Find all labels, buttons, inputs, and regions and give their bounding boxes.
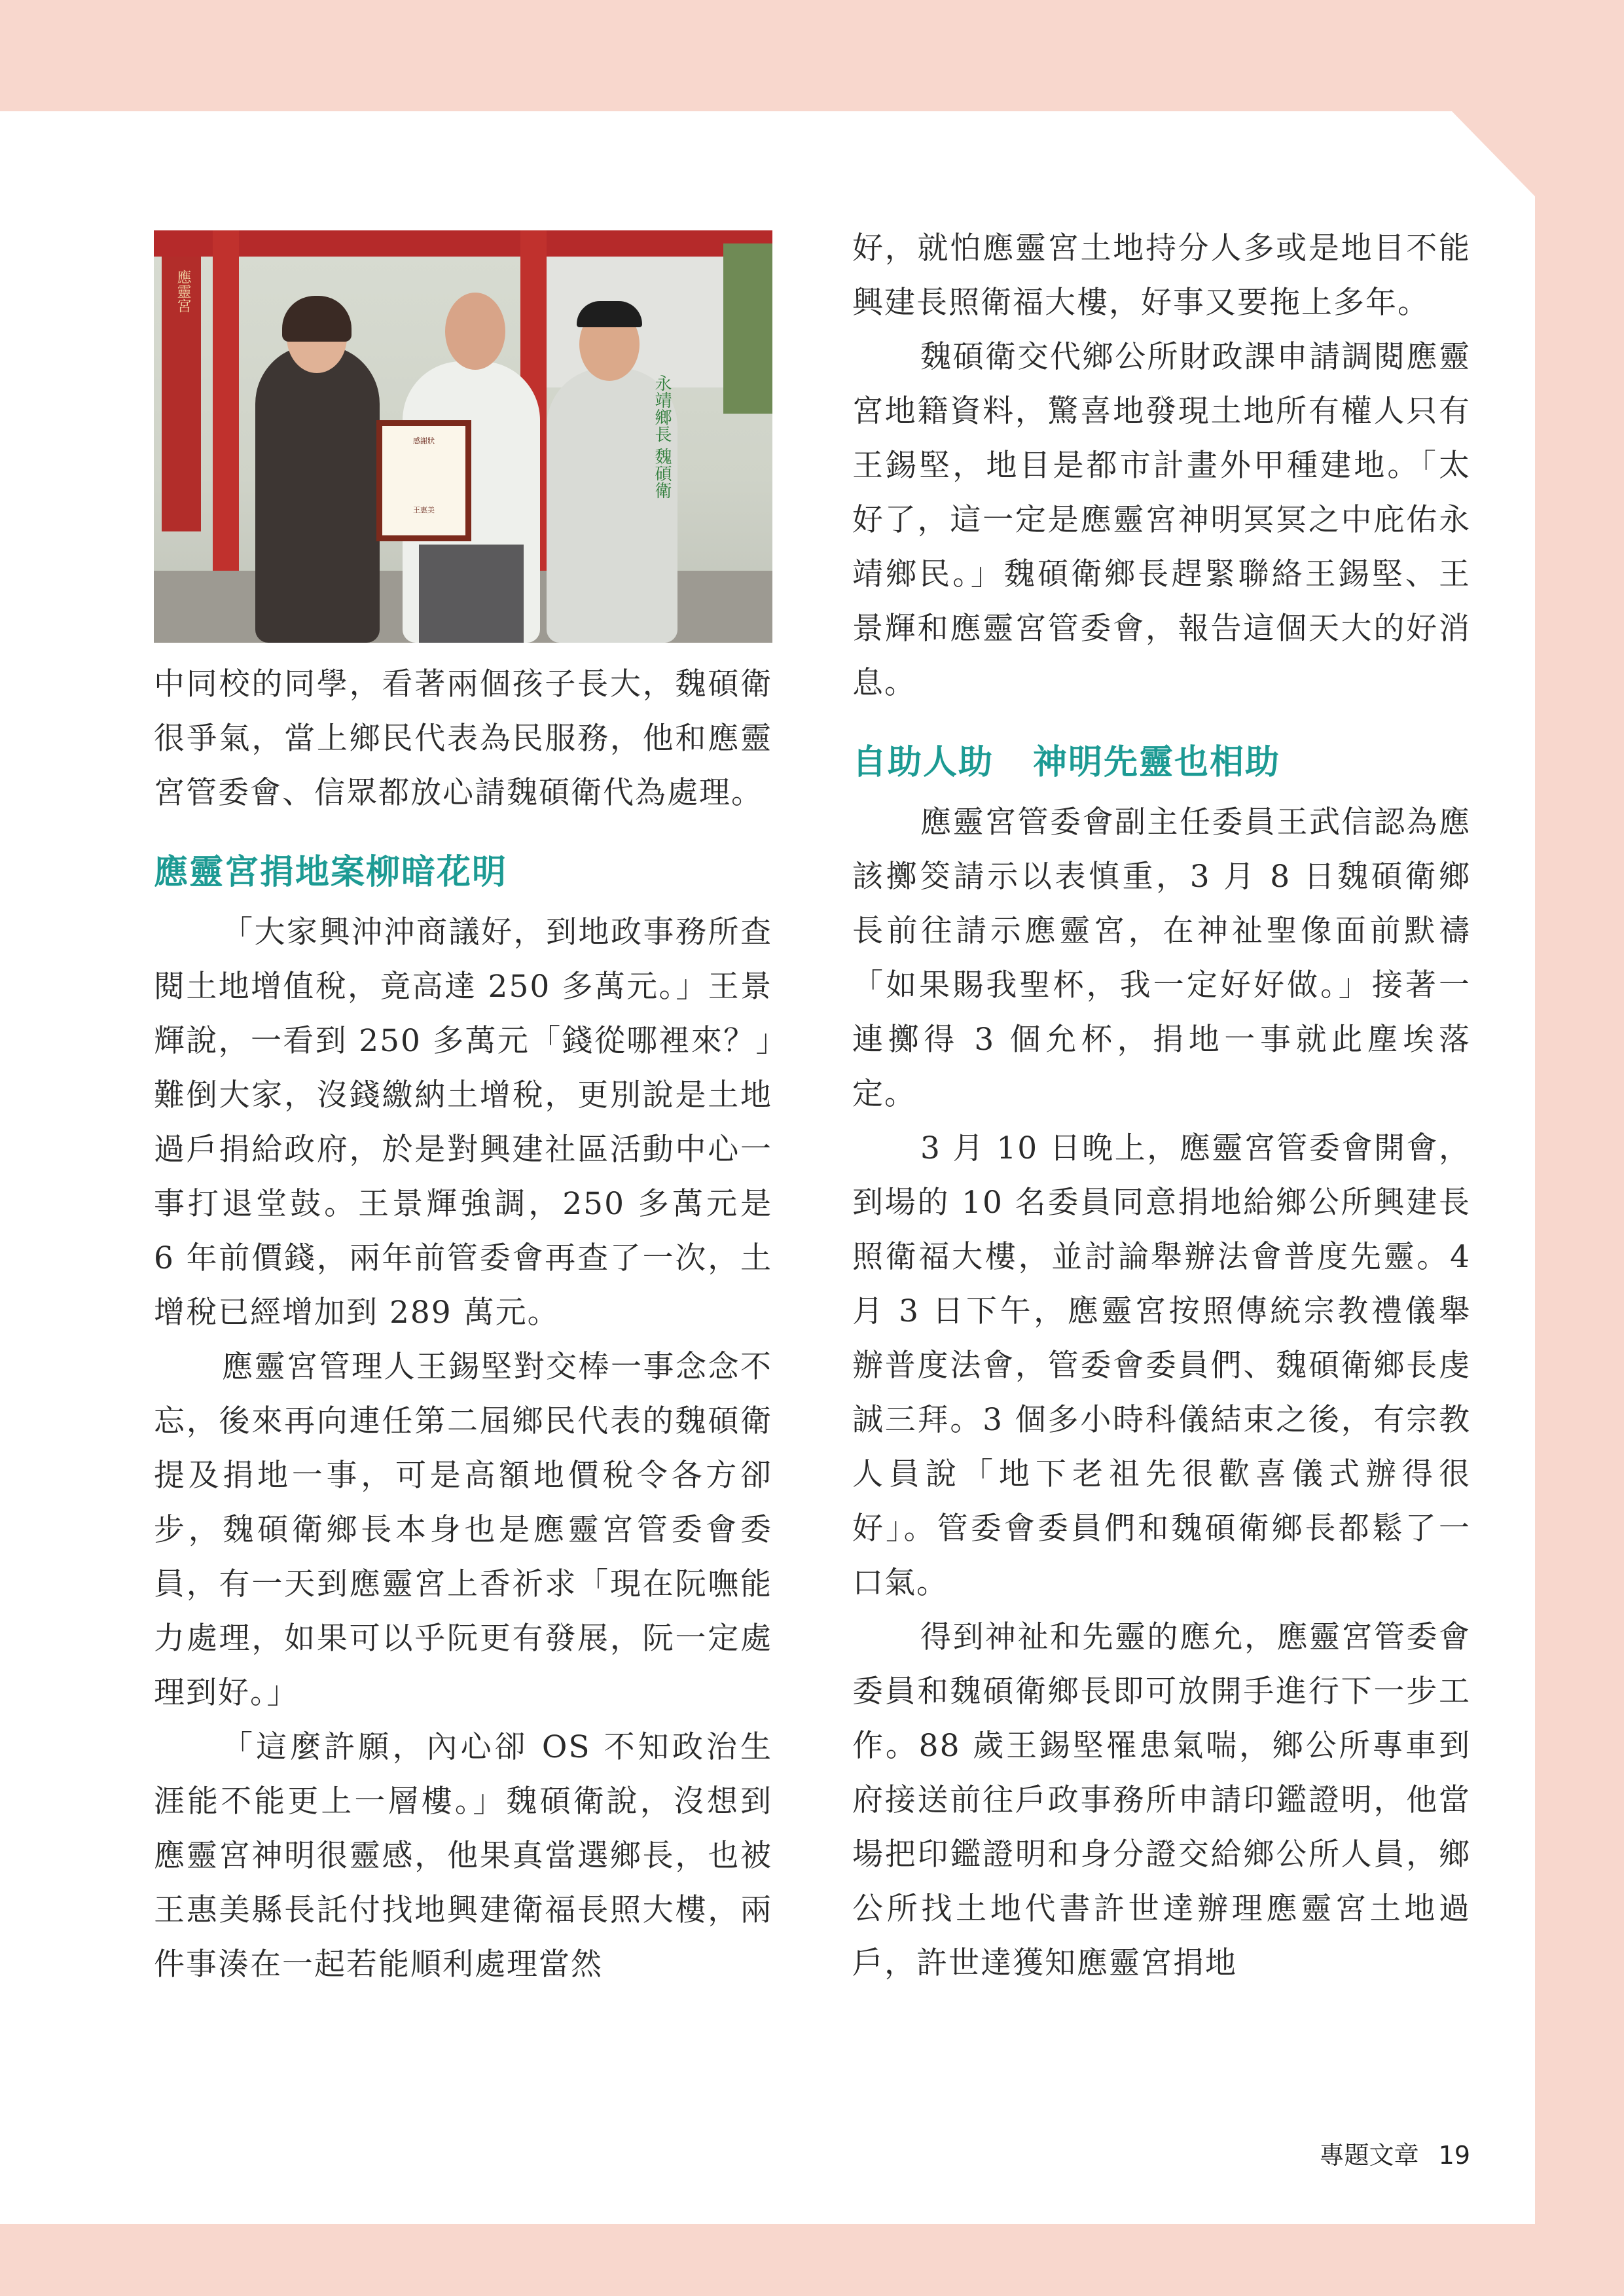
page-number: 19 [1438, 2141, 1470, 2170]
section-heading-right [852, 736, 1471, 789]
certificate-sign: 王惠美 [413, 506, 435, 514]
left-paragraph-1: 中同校的同學，看著兩個孩子長大，魏碩衛很爭氣，當上鄉民代表為民服務，他和應靈宮管委會、信眾都放心請魏碩衛代為處理。 [154, 666, 772, 811]
right-paragraph-4: 3 月 10 日晚上，應靈宮管委會開會，到場的 10 名委員同意捐地給鄉公所興建長照衛福大樓，並討論舉辦法會普度先靈。4 月 3 日下午，應靈宮按照傳統宗教禮儀舉辦普度法會，管委會委員們、魏碩衛鄉長虔誠三拜。3 個多小時科儀結束之後，有宗教人員說「地下老祖先很歡喜儀式辦得很好」。管委會委員們和魏碩衛鄉長都鬆了一口氣。 [852, 1130, 1471, 1601]
person-left [255, 345, 380, 643]
right-column [852, 221, 1471, 1990]
left-paragraph-3: 應靈宮管理人王錫堅對交棒一事念念不忘，後來再向連任第二屆鄉民代表的魏碩衛提及捐地一事，可是高額地價稅令各方卻步，魏碩衛鄉長本身也是應靈宮管委會委員，有一天到應靈宮上香祈求「現在阮嘸能力處理，如果可以乎阮更有發展，阮一定處理到好。」 [154, 1349, 772, 1711]
right-paragraph-5: 得到神祉和先靈的應允，應靈宮管委會委員和魏碩衛鄉長即可放開手進行下一步工作。88 歲王錫堅罹患氣喘，鄉公所專車到府接送前往戶政事務所申請印鑑證明，他當場把印鑑證明和身分證交給鄉公所人員，鄉公所找土地代書許世達辦理應靈宮土地過戶，許世達獲知應靈宮捐地 [852, 1619, 1471, 1981]
page-footer [1320, 2135, 1470, 2171]
right-paragraph-3: 應靈宮管委會副主任委員王武信認為應該擲筊請示以表慎重，3 月 8 日魏碩衛鄉長前往請示應靈宮，在神祉聖像面前默禱「如果賜我聖杯，我一定好好做。」接著一連擲得 3 個允杯，捐地一事就此塵埃落定。 [852, 804, 1471, 1112]
left-paragraph-2: 「大家興沖沖商議好，到地政事務所查閱土地增值稅，竟高達 250 多萬元。」王景輝說，一看到 250 多萬元「錢從哪裡來？」難倒大家，沒錢繳納土增稅，更別說是土地過戶捐給政府，於是對興建社區活動中心一事打退堂鼓。王景輝強調，250 多萬元是 6 年前價錢，兩年前管委會再查了一次，土增稅已經增加到 289 萬元。 [154, 914, 772, 1331]
left-column [154, 230, 772, 1992]
right-paragraph-2: 魏碩衛交代鄉公所財政課申請調閱應靈宮地籍資料，驚喜地發現土地所有權人只有王錫堅，地目是都市計畫外甲種建地。「太好了，這一定是應靈宮神明冥冥之中庇佑永靖鄉民。」魏碩衛鄉長趕緊聯絡王錫堅、王景輝和應靈宮管委會，報告這個天大的好消息。 [852, 339, 1471, 701]
temple-banner-text: 應靈宮 [175, 270, 191, 313]
sash-text: 永靖鄉長 魏碩衛 [652, 374, 672, 499]
left-paragraph-4: 「這麼許願，內心卻 OS 不知政治生涯能不能更上一層樓。」魏碩衛說，沒想到應靈宮神明很靈感，他果真當選鄉長，也被王惠美縣長託付找地興建衛福長照大樓，兩件事湊在一起若能順利處理當然 [154, 1729, 772, 1982]
section-heading-right-b: 神明先靈也相助 [1033, 743, 1281, 782]
certificate-title: 感謝狀 [413, 437, 435, 445]
article-photo [154, 230, 772, 643]
certificate [376, 420, 471, 541]
section-heading-right-a: 自助人助 [852, 743, 994, 782]
footer-section-label: 專題文章 [1319, 2141, 1419, 2170]
section-heading-left: 應靈宮捐地案柳暗花明 [154, 853, 508, 892]
right-paragraph-1: 好，就怕應靈宮土地持分人多或是地目不能興建長照衛福大樓，好事又要拖上多年。 [852, 230, 1471, 321]
